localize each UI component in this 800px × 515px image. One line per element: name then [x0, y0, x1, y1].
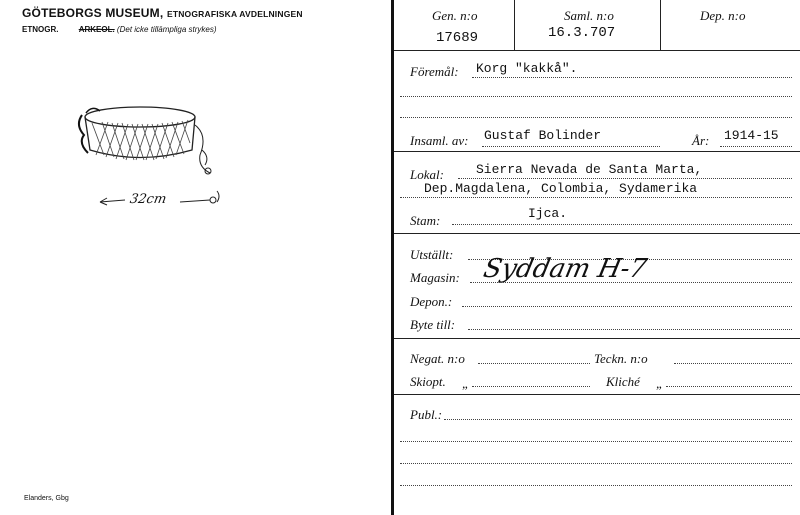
foremal-value: Korg "kakkå". [476, 61, 578, 76]
kliche-ditto: „ [656, 376, 664, 391]
insaml-value: Gustaf Bolinder [484, 128, 602, 143]
section-line [22, 25, 217, 34]
ar-value: 1914-15 [724, 128, 779, 143]
magasin-value: Syddam H-7 [480, 254, 650, 284]
teckn-line [674, 363, 792, 364]
byte-label: Byte till: [410, 317, 456, 332]
publ-label: Publ.: [410, 407, 443, 422]
saml-label: Saml. n:o [564, 8, 614, 23]
depon-line [462, 306, 792, 307]
card-divider [391, 0, 394, 515]
stam-line [452, 224, 792, 225]
skiopt-line [472, 386, 590, 387]
department-name: ETNOGRAFISKA AVDELNINGEN [166, 9, 303, 19]
gen-value: 17689 [436, 30, 479, 46]
foremal-line [472, 77, 792, 78]
gen-label: Gen. n:o [432, 8, 478, 23]
kliche-line [666, 386, 792, 387]
section-arkeol: ARKEOL. [78, 25, 115, 34]
negat-label: Negat. n:o [410, 351, 465, 366]
insaml-line [482, 146, 660, 147]
skiopt-ditto: „ [462, 376, 470, 391]
lokal-label: Lokal: [410, 167, 444, 182]
byte-line [468, 329, 792, 330]
museum-name: GÖTEBORGS MUSEUM, [22, 6, 164, 20]
magasin-label: Magasin: [410, 270, 460, 285]
publ-line-4 [400, 485, 792, 486]
ar-line [720, 146, 792, 147]
ar-label: År: [692, 133, 710, 148]
col-divider-2 [660, 0, 661, 50]
blank-line-1 [400, 96, 792, 97]
kliche-label: Kliché [606, 374, 640, 389]
publ-line-2 [400, 441, 792, 442]
teckn-label: Teckn. n:o [594, 351, 648, 366]
section-etnogr: ETNOGR. [22, 25, 59, 34]
printer-mark: Elanders, Gbg [24, 495, 69, 502]
insaml-label: Insaml. av: [410, 133, 469, 148]
depon-label: Depon.: [410, 294, 453, 309]
rule-5 [394, 394, 800, 395]
lokal-line2: Dep.Magdalena, Colombia, Sydamerika [424, 181, 698, 196]
strike-note: (Det icke tillämpliga strykes) [116, 25, 217, 34]
museum-header [22, 6, 303, 20]
lokal-rule1 [458, 178, 792, 179]
skiopt-label: Skiopt. [410, 374, 446, 389]
foremal-label: Föremål: [410, 64, 459, 79]
col-divider-1 [514, 0, 515, 50]
rule-2 [394, 151, 800, 152]
lokal-line1: Sierra Nevada de Santa Marta, [476, 162, 703, 177]
rule-4 [394, 338, 800, 339]
blank-line-2 [400, 117, 792, 118]
rule-3 [394, 233, 800, 234]
saml-value: 16.3.707 [548, 25, 616, 41]
measure-label: 32cm [128, 192, 168, 207]
publ-line-3 [400, 463, 792, 464]
magasin-line [470, 282, 792, 283]
stam-value: Ijca. [528, 206, 568, 221]
utstallt-label: Utställt: [410, 247, 454, 262]
lokal-rule2 [400, 197, 792, 198]
publ-line-1 [444, 419, 792, 420]
dep-label: Dep. n:o [700, 8, 746, 23]
rule-1 [394, 50, 800, 51]
negat-line [478, 363, 590, 364]
stam-label: Stam: [410, 213, 441, 228]
